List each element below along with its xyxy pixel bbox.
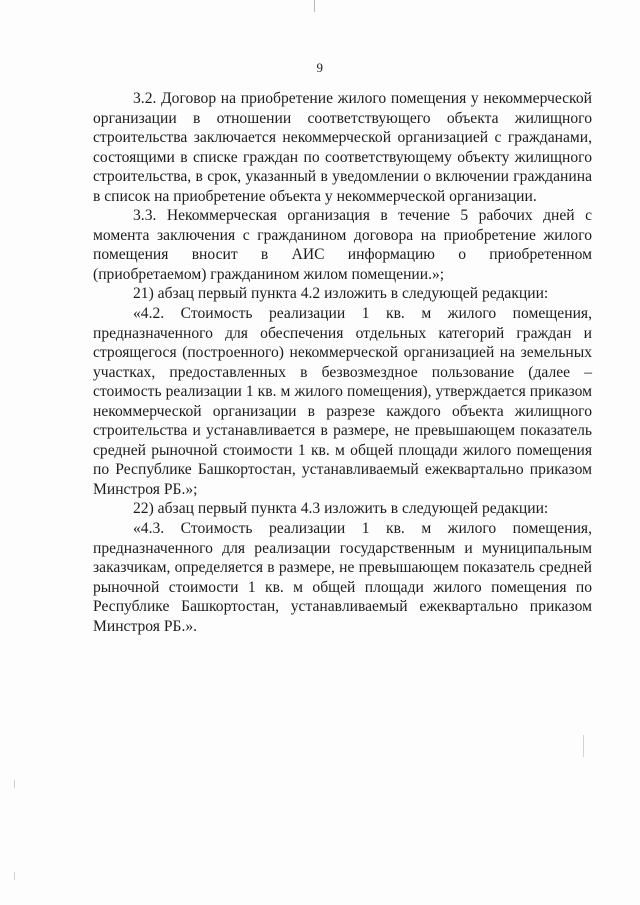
- document-body: [93, 89, 592, 636]
- scan-mark-bottom-left: [14, 872, 15, 880]
- scan-mark-top: [314, 0, 315, 12]
- scan-mark-left: [14, 780, 15, 788]
- paragraph-3-3: 3.3. Некоммерческая организация в течение 5 рабочих дней с момента заключения с гражданином договора на приобретение жилого помещения вносит в АИС информацию о приобретенном (приобретаемом) гражданином жилом помещении.»;: [93, 207, 592, 283]
- paragraph-3-2: 3.2. Договор на приобретение жилого помещения у некоммерческой организации в отношении соответствующего объекта жилищного строительства заключается некоммерческой организацией с гражданами, состоящими в списке граждан по соответствующему объекту жилищного строительства, в срок, указанный в уведомлении о включении гражданина в список на приобретение объекта у некоммерческой организации.: [93, 90, 592, 205]
- amendment-21-intro: 21) абзац первый пункта 4.2 изложить в следующей редакции:: [133, 285, 549, 303]
- paragraph-4-3: «4.3. Стоимость реализации 1 кв. м жилого помещения, предназначенного для реализации государственным и муниципальным заказчикам, определяется в размере, не превышающем показатель средней рыночной стоимости 1 кв. м общей площади жилого помещения по Республике Башкортостан, устанавливаемый ежеквартально приказом Минстроя РБ.».: [93, 520, 592, 635]
- scan-mark-right: [583, 735, 584, 757]
- paragraph-4-2: «4.2. Стоимость реализации 1 кв. м жилого помещения, предназначенного для обеспечения отдельных категорий граждан и строящегося (построенного) некоммерческой организацией на земельных участках, предоставленных в безвозмездное пользование (далее – стоимость реализации 1 кв. м жилого помещения), утверждается приказом некоммерческой организации в разрезе каждого объекта жилищного строительства и устанавливается в размере, не превышающем показатель средней рыночной стоимости 1 кв. м общей площади жилого помещения по Республике Башкортостан, устанавливаемый ежеквартально приказом Минстроя РБ.»;: [93, 305, 592, 498]
- amendment-22-intro: 22) абзац первый пункта 4.3 изложить в следующей редакции:: [133, 500, 549, 518]
- page-number: 9: [316, 60, 324, 75]
